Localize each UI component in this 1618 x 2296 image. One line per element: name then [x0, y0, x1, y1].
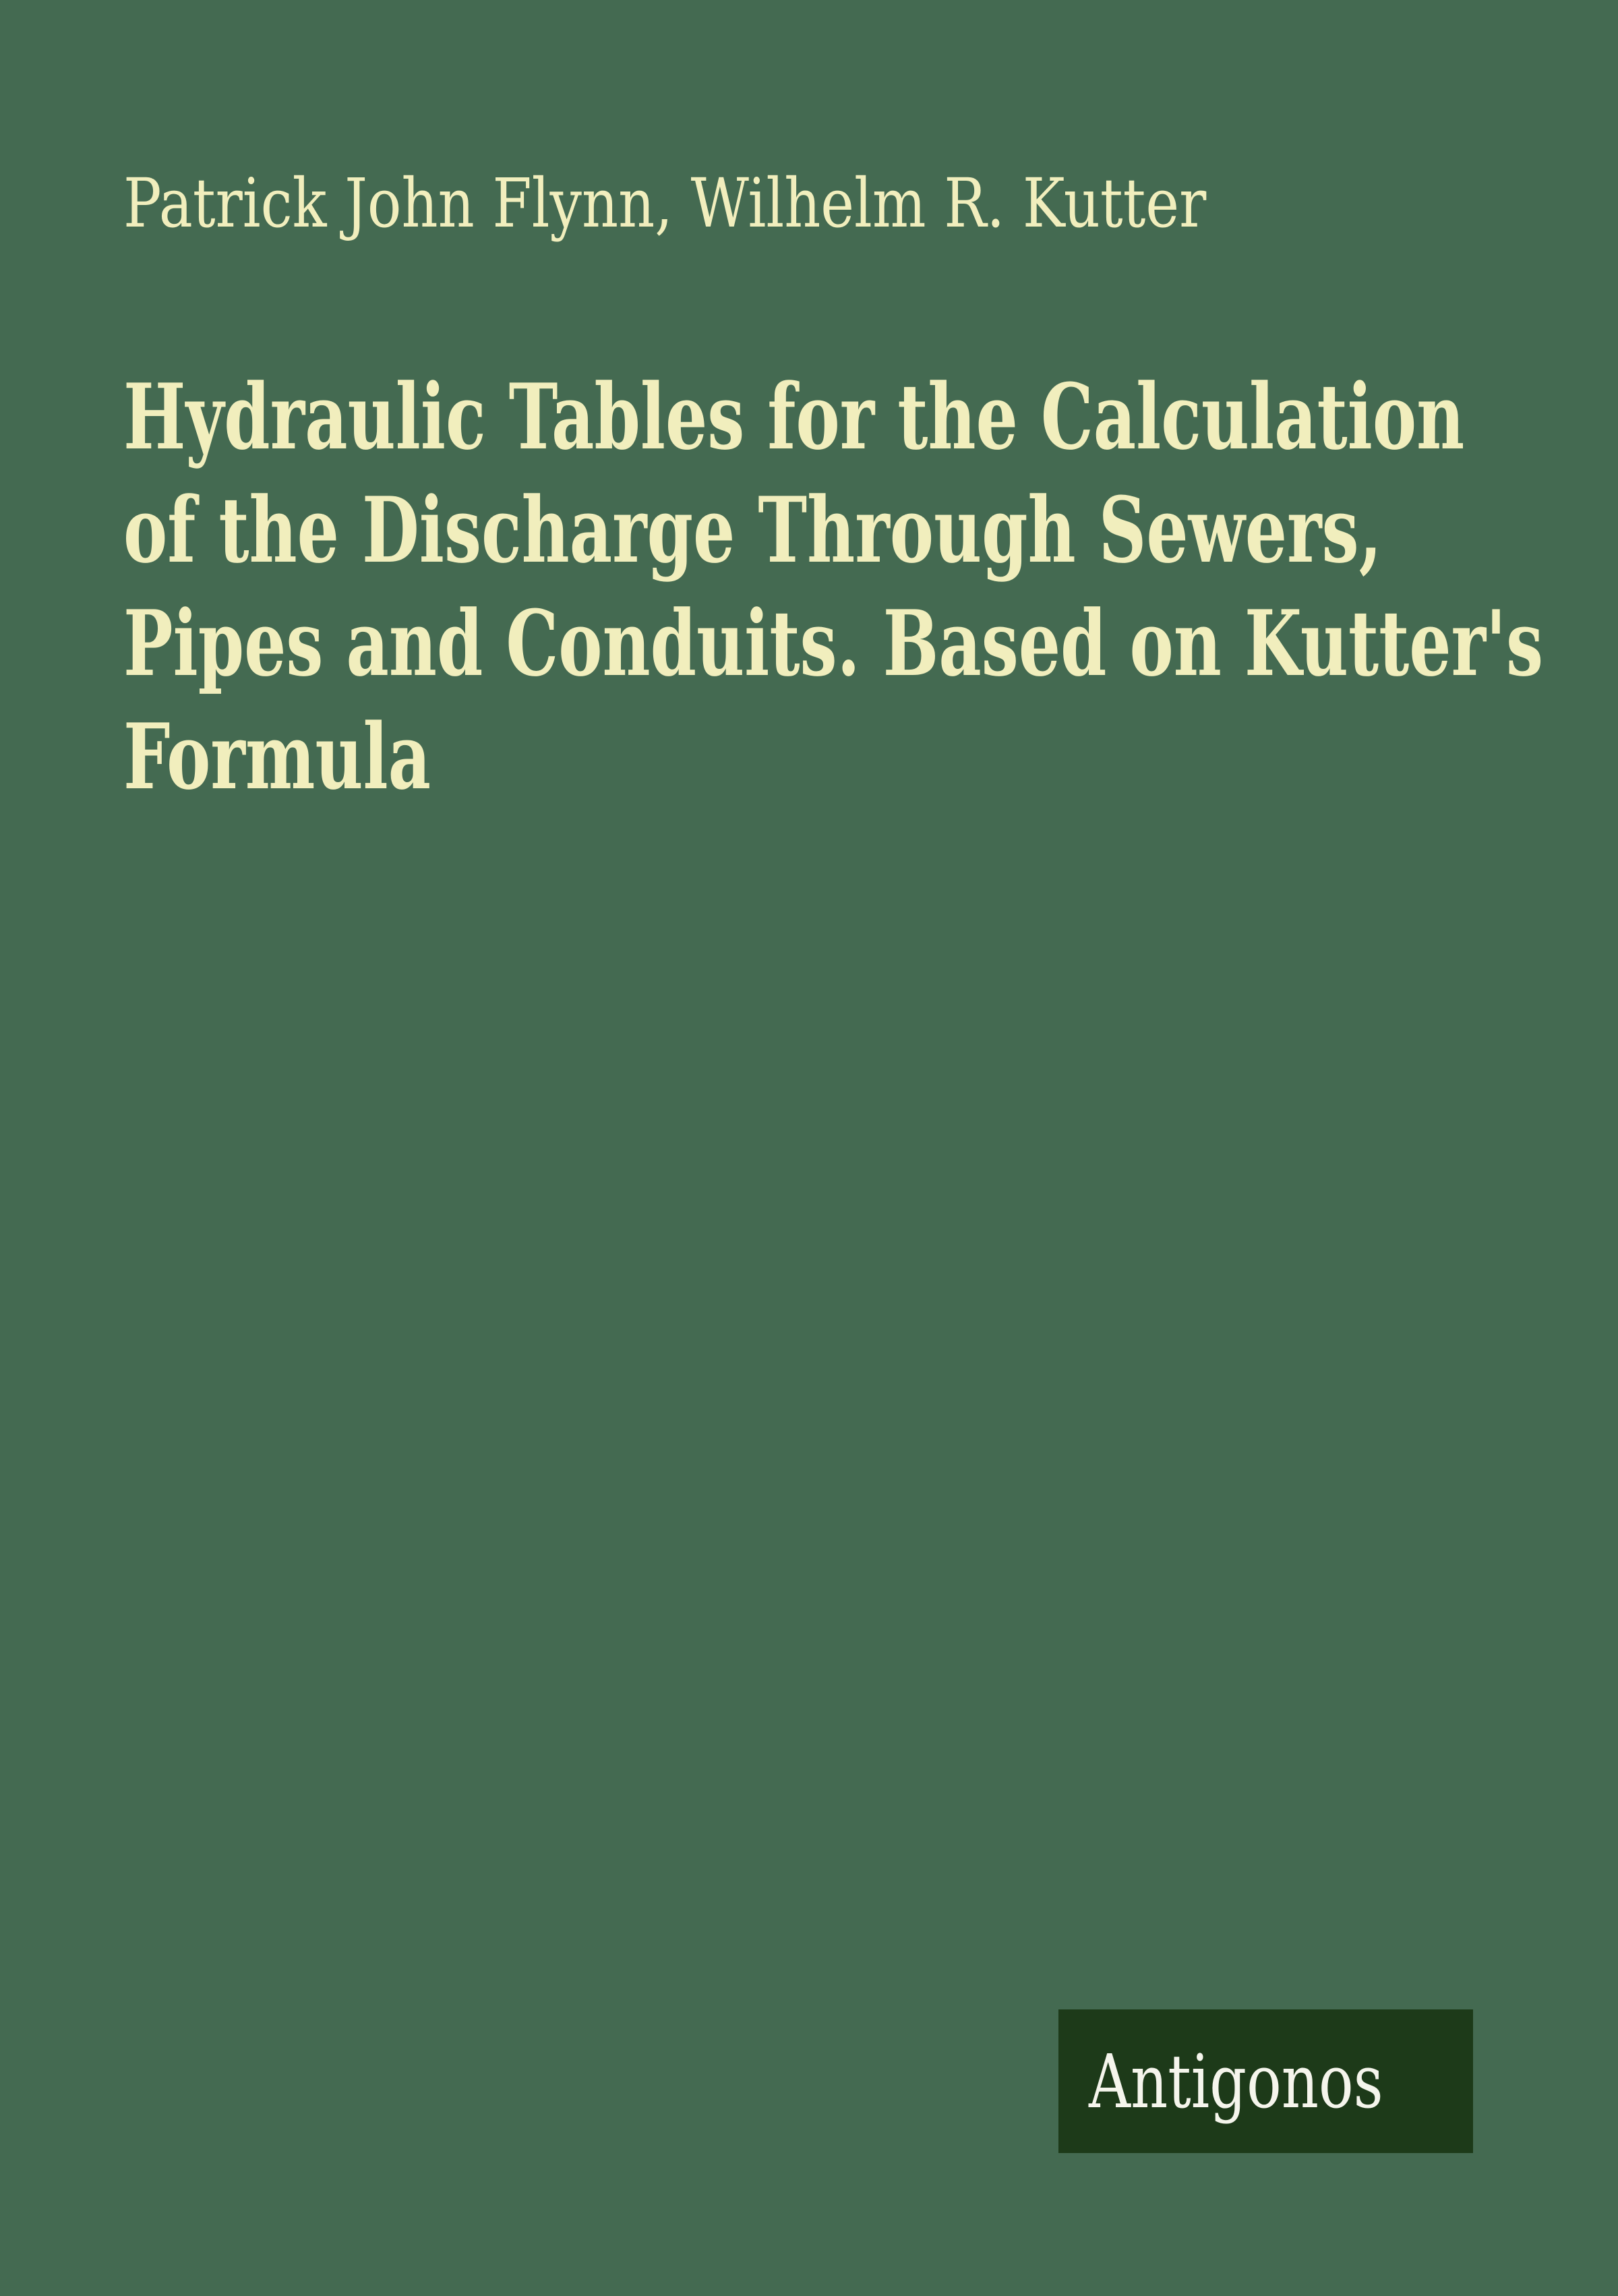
book-title-line: Pipes and Conduits. Based on Kutter's: [123, 590, 1544, 697]
book-title-line: of the Discharge Through Sewers,: [123, 477, 1382, 583]
publisher-badge: [1058, 2009, 1473, 2153]
book-title-line: Formula: [123, 703, 431, 810]
book-title: [123, 360, 1543, 813]
author-names: Patrick John Flynn, Wilhelm R. Kutter: [123, 164, 1207, 243]
publisher-name: Antigonos: [1089, 2038, 1383, 2125]
book-title-line: Hydraulic Tables for the Calculation: [123, 363, 1465, 470]
